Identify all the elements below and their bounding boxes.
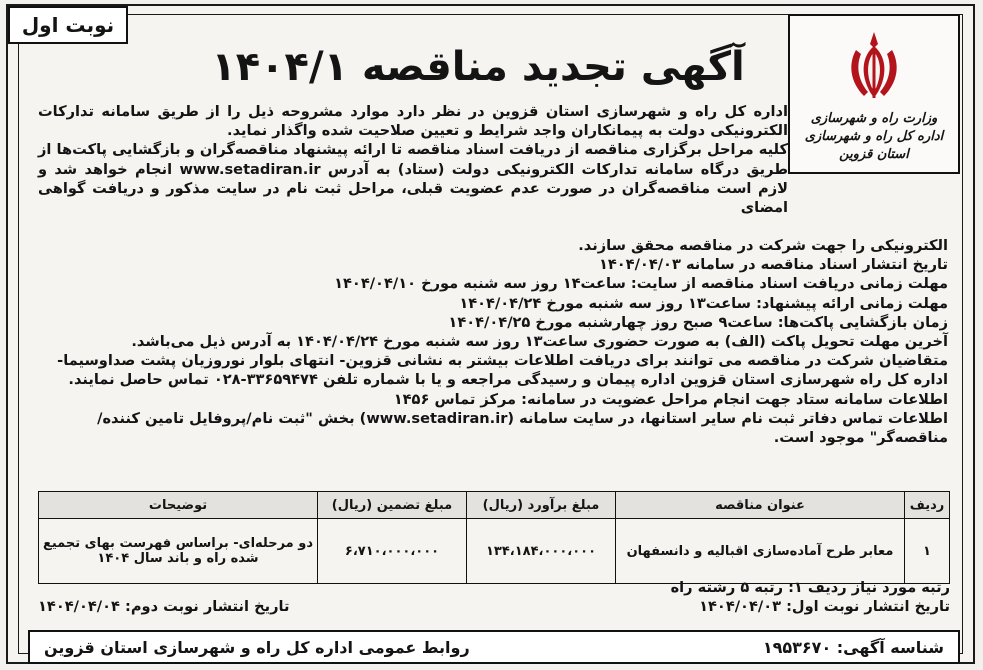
ad-id: شناسه آگهی: ۱۹۵۳۶۷۰ [762,637,944,657]
col-header-title: عنوان مناقصه [616,492,905,519]
paragraph-2: کلیه مراحل برگزاری مناقصه از دریافت اسناد مناقصه تا ارائه پیشنهاد مناقصه‌گران و بازگشایی پاکت‌ها از طریق درگاه سامانه تدارکات الکترونیکی دولت (ستاد) به آدرس www.setadiran.ir انجام خواهد شد و لازم است مناقصه‌گران در صورت عدم عضویت قبلی، مراحل ثبت نام در سایت مذکور و دریافت گواهی امضای [38,141,788,217]
detail-line: اطلاعات سامانه ستاد جهت انجام مراحل عضویت در سامانه: مرکز تماس ۱۴۵۶ [393,390,948,408]
detail-line: تاریخ انتشار اسناد مناقصه در سامانه ۱۴۰۴/۰۴/۰۳ [598,256,948,274]
detail-line: اطلاعات تماس دفاتر ثبت نام سایر استانها، در سایت سامانه (www.setadiran.ir) بخش "ثبت نام/پروفایل تامین کننده/مناقصه‌گر" موجود است. [97,409,948,447]
table-header-row [39,492,950,519]
first-publication-date: تاریخ انتشار نوبت اول: ۱۴۰۴/۰۴/۰۳ [699,598,950,615]
table-row [39,519,950,584]
detail-line: آخرین مهلت تحویل پاکت (الف) به صورت حضوری ساعت۱۳ روز سه شنبه مورخ ۱۴۰۴/۰۴/۲۴ به آدرس ذیل می‌باشد. [131,333,948,351]
page-title: آگهی تجدید مناقصه ۱۴۰۴/۱ [211,44,745,90]
intro-text [38,102,788,217]
first-turn-badge: نوبت اول [8,6,128,44]
cell-estimate: ۱۳۴،۱۸۴،۰۰۰،۰۰۰ [467,519,616,584]
tender-table [38,491,950,584]
notice-frame [6,4,975,664]
detail-line: زمان بازگشایی پاکت‌ها: ساعت۹ صبح روز چهارشنبه مورخ ۱۴۰۴/۰۴/۲۵ [448,313,948,331]
cell-row-number: ۱ [905,519,950,584]
second-publication-date: تاریخ انتشار نوبت دوم: ۱۴۰۴/۰۴/۰۴ [38,598,290,615]
logo-box [788,14,960,174]
detail-line: متقاضیان شرکت در مناقصه می توانند برای دریافت اطلاعات بیشتر به نشانی قزوین- انتهای بلوار نوروزیان پشت صداوسیما- اداره کل راه شهرسازی استان قزوین اداره پیمان و رسیدگی مراجعه و یا با شماره تلفن ۳۳۶۵۹۴۷۴-۰۲۸ تماس حاصل نمایند. [57,352,948,389]
col-header-description: توضیحات [39,492,318,519]
col-header-guarantee: مبلغ تضمین (ریال) [318,492,467,519]
iran-emblem-icon [834,26,914,106]
col-header-estimate: مبلغ برآورد (ریال) [467,492,616,519]
paragraph-1: اداره کل راه و شهرسازی استان قزوین در نظر دارد موارد مشروحه ذیل را از طریق سامانه تدارکات الکترونیکی دولت به پیمانکاران واجد شرایط و تعیین صلاحیت شده واگذار نماید. [38,103,788,140]
detail-line: مهلت زمانی ارائه پیشنهاد: ساعت۱۳ روز سه شنبه مورخ ۱۴۰۴/۰۴/۲۴ [459,294,948,312]
col-header-row-number: ردیف [905,492,950,519]
cell-description: دو مرحله‌ای- براساس فهرست بهای تجمیع شده راه و باند سال ۱۴۰۴ [39,519,318,584]
office-label: اداره کل راه و شهرسازی استان قزوین [804,129,944,162]
detail-line: مهلت زمانی دریافت اسناد مناقصه از سایت: ساعت۱۴ روز سه شنبه مورخ ۱۴۰۴/۰۴/۱۰ [334,275,948,293]
footer-bar [28,630,960,664]
publication-notes [38,578,950,616]
cell-title: معابر طرح آماده‌سازی اقبالیه و دانسفهان [616,519,905,584]
details-text [28,236,948,447]
required-grade: رتبه مورد نیاز ردیف ۱: رتبه ۵ رشته راه [670,579,950,596]
ministry-label: وزارت راه و شهرسازی [810,111,938,126]
detail-line: الکترونیکی را جهت شرکت در مناقصه محقق سازند. [578,237,948,254]
cell-guarantee: ۶،۷۱۰،۰۰۰،۰۰۰ [318,519,467,584]
publisher-credit: روابط عمومی اداره کل راه و شهرسازی استان قزوین [44,637,470,657]
